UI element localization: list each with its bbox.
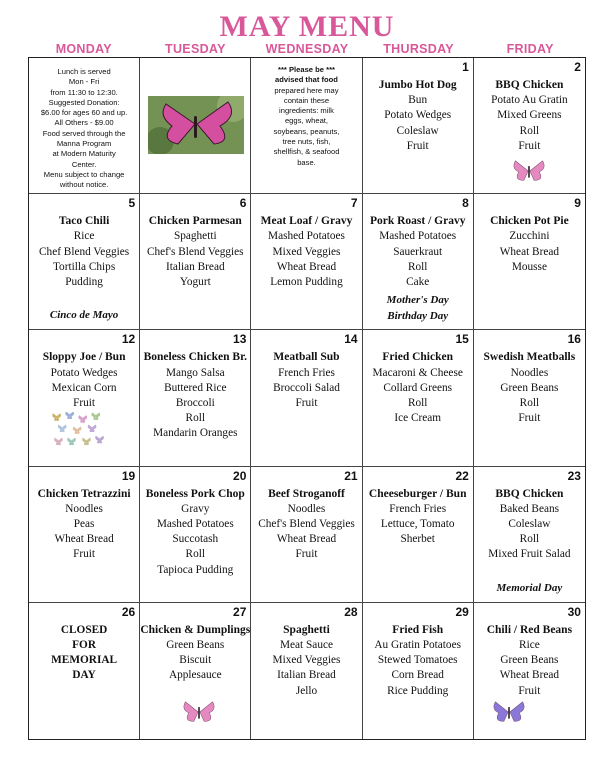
menu-item: Fruit <box>73 548 96 561</box>
allergy-cell <box>251 58 362 194</box>
menu-item: Au Gratin Potatoes <box>374 639 461 651</box>
entree: Cheeseburger / Bun <box>368 487 467 500</box>
menu-item: Green Beans <box>500 654 559 667</box>
day-cell-2 <box>474 58 585 194</box>
menu-item: Fruit <box>406 139 429 152</box>
menu-item: Gravy <box>181 502 210 515</box>
entree: Chicken Parmesan <box>148 215 242 228</box>
menu-item: Mashed Potatoes <box>268 230 345 243</box>
menu-item: Wheat Bread <box>499 245 560 258</box>
menu-item: Roll <box>185 412 206 425</box>
day-cell-27 <box>140 603 251 739</box>
menu-item: French Fries <box>389 502 447 515</box>
menu-items <box>474 58 585 154</box>
menu-item: Potato Wedges <box>50 366 118 379</box>
date-number: 6 <box>239 196 247 211</box>
day-cell-14 <box>251 330 362 466</box>
menu-item: Mandarin Oranges <box>153 427 238 440</box>
entree: Chicken Tetrazzini <box>37 487 131 500</box>
menu-item: Cake <box>406 276 430 288</box>
allergy-line: base. <box>297 157 316 167</box>
allergy-line: shellfish, & seafood <box>273 147 340 157</box>
date-number: 7 <box>350 196 358 211</box>
menu-items <box>140 330 250 441</box>
date-number: 14 <box>344 332 358 347</box>
menu-item: Green Beans <box>166 639 225 651</box>
day-cell-12 <box>29 330 140 466</box>
date-number: 9 <box>574 196 581 211</box>
menu-item: Italian Bread <box>277 669 336 682</box>
page-title: MAY MENU <box>219 10 395 43</box>
day-header-friday: FRIDAY <box>506 42 554 56</box>
info-line: from 11:30 to 12:30. <box>50 87 118 97</box>
menu-item: Broccoli <box>175 397 215 409</box>
date-number: 5 <box>128 196 136 211</box>
date-number: 15 <box>455 332 469 347</box>
menu-item: Green Beans <box>500 381 559 394</box>
menu-item: Chef Blend Veggies <box>39 245 130 258</box>
menu-item: Mashed Potatoes <box>379 230 457 243</box>
day-cell-19 <box>29 467 140 603</box>
butterfly-icon <box>182 699 216 730</box>
menu-item: Italian Bread <box>165 260 225 273</box>
special-day-note: Birthday Day <box>387 310 449 323</box>
menu-items <box>363 58 473 154</box>
day-cell-30 <box>474 603 585 739</box>
entree: BBQ Chicken <box>495 487 564 500</box>
entree: Boneless Chicken Br. <box>143 351 247 364</box>
entree: Meat Loaf / Gravy <box>260 215 353 228</box>
menu-item: Tapioca Pudding <box>157 563 234 576</box>
info-line: at Modern Maturity <box>52 149 116 159</box>
menu-item: Mango Salsa <box>165 366 225 379</box>
menu-item: Fruit <box>295 397 318 409</box>
special-day-note: Cinco de Mayo <box>49 309 119 322</box>
menu-item: Fruit <box>295 548 318 561</box>
date-number: 21 <box>344 468 358 483</box>
menu-item: Buttered Rice <box>164 381 227 394</box>
entree: Fried Chicken <box>382 351 453 364</box>
info-line: Suggested Donation: <box>48 97 120 107</box>
menu-item: Rice <box>519 639 540 651</box>
menu-items <box>251 194 361 290</box>
menu-item: Fruit <box>73 397 96 409</box>
allergy-note <box>251 58 361 168</box>
menu-item: Roll <box>185 548 206 561</box>
menu-item: Roll <box>519 397 540 409</box>
menu-item: Roll <box>519 124 540 137</box>
info-line: $6.00 for ages 60 and up. <box>40 108 128 118</box>
menu-item: Collard Greens <box>383 381 453 394</box>
menu-item: Potato Wedges <box>384 109 452 122</box>
photo-cell <box>140 58 251 194</box>
menu-item: Stewed Tomatoes <box>377 654 458 667</box>
menu-items <box>363 194 473 290</box>
allergy-line: contain these <box>283 95 330 105</box>
menu-item: Tortilla Chips <box>52 260 116 273</box>
menu-item: Biscuit <box>179 654 212 667</box>
menu-item: Roll <box>407 260 428 273</box>
info-line: Center. <box>71 159 97 169</box>
day-cell-15 <box>363 330 474 466</box>
menu-item: Corn Bread <box>391 669 444 682</box>
day-cell-29 <box>363 603 474 739</box>
day-cell-1 <box>363 58 474 194</box>
day-header-thursday: THURSDAY <box>383 42 454 56</box>
entree: Sloppy Joe / Bun <box>42 351 126 364</box>
menu-item: Mixed Veggies <box>272 654 341 667</box>
entree: Boneless Pork Chop <box>145 487 245 500</box>
menu-item: Fruit <box>518 139 541 152</box>
menu-item: Sauerkraut <box>393 245 443 258</box>
info-line: without notice. <box>59 180 109 190</box>
date-number: 12 <box>121 332 136 347</box>
menu-item: Noodles <box>510 366 549 379</box>
entree: Chicken Pot Pie <box>490 215 569 228</box>
allergy-line: ingredients: milk <box>279 106 334 116</box>
entree: Swedish Meatballs <box>483 351 576 364</box>
date-number: 13 <box>233 332 247 347</box>
butterfly-icon <box>492 699 526 730</box>
menu-item: Noodles <box>65 502 103 515</box>
menu-item: Mashed Potatoes <box>156 518 234 530</box>
calendar-grid <box>28 57 586 740</box>
menu-item: Mexican Corn <box>51 381 117 394</box>
menu-item: Roll <box>407 397 428 409</box>
menu-item: Rice <box>73 230 95 243</box>
closed-line: CLOSED <box>60 623 108 636</box>
day-cell-5 <box>29 194 140 330</box>
entree: Jumbo Hot Dog <box>378 79 457 91</box>
menu-item: Wheat Bread <box>54 533 114 546</box>
menu-item: Wheat Bread <box>276 533 337 546</box>
allergy-line: soybeans, peanuts, <box>273 126 340 136</box>
butterflies-icon <box>51 412 107 455</box>
menu-item: Lettuce, Tomato <box>380 518 455 530</box>
closed-line: DAY <box>72 669 96 682</box>
menu-items <box>474 194 585 275</box>
entree: Spaghetti <box>283 623 330 636</box>
menu-item: Succotash <box>172 533 219 546</box>
menu-item: Roll <box>519 533 540 546</box>
day-cell-20 <box>140 467 251 603</box>
date-number: 16 <box>567 332 581 347</box>
day-header-monday: MONDAY <box>55 42 112 56</box>
info-line: Mon - Fri <box>68 77 100 87</box>
menu-item: French Fries <box>278 366 335 379</box>
menu-item: Fruit <box>518 412 541 425</box>
entree: Beef Stroganoff <box>268 487 345 500</box>
day-cell-13 <box>140 330 251 466</box>
special-day-note: Memorial Day <box>496 581 563 594</box>
allergy-line: eggs, wheat, <box>284 116 329 126</box>
closed-line: FOR <box>72 639 97 651</box>
menu-item: Zucchini <box>509 230 550 243</box>
entree: Pork Roast / Gravy <box>369 215 466 228</box>
day-cell-16 <box>474 330 585 466</box>
menu-item: Ice Cream <box>394 412 442 425</box>
menu-item: Noodles <box>287 502 326 515</box>
menu-item: Pudding <box>65 276 103 288</box>
info-line: Food served through the <box>42 128 126 138</box>
info-line: Lunch is served <box>57 67 111 76</box>
menu-item: Coleslaw <box>396 124 439 137</box>
menu-item: Mousse <box>511 260 547 273</box>
menu-item: Baked Beans <box>499 502 560 515</box>
entree: Taco Chili <box>58 215 110 228</box>
day-cell-23 <box>474 467 585 603</box>
date-number: 20 <box>233 468 247 483</box>
date-number: 28 <box>344 604 358 619</box>
menu-items <box>29 194 139 290</box>
menu-item: Broccoli Salad <box>273 381 340 394</box>
info-line: Menu subject to change <box>43 169 125 179</box>
menu-item: Lemon Pudding <box>270 276 343 288</box>
menu-item: Fruit <box>518 684 541 697</box>
allergy-line: advised that food <box>275 75 338 85</box>
menu-items <box>140 467 250 578</box>
date-number: 1 <box>462 60 469 74</box>
menu-item: Applesauce <box>168 669 222 682</box>
butterfly-photo <box>148 96 244 154</box>
day-cell-8 <box>363 194 474 330</box>
menu-item: Chef's Blend Veggies <box>146 245 244 258</box>
entree: Chicken & Dumplings <box>140 623 251 636</box>
closed-line: MEMORIAL <box>51 654 118 667</box>
menu-item: Wheat Bread <box>276 260 337 273</box>
menu-item: Mixed Greens <box>497 109 562 122</box>
menu-item: Chef's Blend Veggies <box>258 518 355 530</box>
allergy-line: *** Please be *** <box>277 65 335 74</box>
info-line: All Others - $9.00 <box>54 118 114 128</box>
allergy-line: tree nuts, fish, <box>282 137 331 147</box>
menu-item: Macaroni & Cheese <box>372 366 463 379</box>
entree: Chili / Red Beans <box>486 623 573 636</box>
menu-item: Potato Au Gratin <box>491 94 568 107</box>
day-cell-9 <box>474 194 585 330</box>
menu-item: Mixed Fruit Salad <box>488 548 571 561</box>
entree: BBQ Chicken <box>495 79 564 91</box>
date-number: 22 <box>455 468 469 483</box>
menu-item: Mixed Veggies <box>272 245 341 258</box>
entree: Meatball Sub <box>273 351 340 364</box>
day-cell-6 <box>140 194 251 330</box>
date-number: 26 <box>121 604 136 619</box>
date-number: 29 <box>455 604 469 619</box>
day-cell-28 <box>251 603 362 739</box>
date-number: 23 <box>567 468 581 483</box>
service-info <box>29 58 139 191</box>
menu-item: Spaghetti <box>173 230 217 243</box>
butterfly-icon <box>512 158 546 189</box>
day-header-tuesday: TUESDAY <box>165 42 226 56</box>
day-header-wednesday: WEDNESDAY <box>265 42 349 56</box>
menu-items <box>140 194 250 290</box>
date-number: 30 <box>567 604 581 619</box>
menu-item: Wheat Bread <box>499 669 560 682</box>
day-cell-22 <box>363 467 474 603</box>
info-cell <box>29 58 140 194</box>
menu-item: Coleslaw <box>508 518 551 530</box>
menu-item: Yogurt <box>179 276 211 288</box>
special-day-note: Mother's Day <box>386 294 449 307</box>
info-line: Manna Program <box>56 139 112 149</box>
menu-item: Rice Pudding <box>387 684 449 697</box>
day-cell-26 <box>29 603 140 739</box>
date-number: 8 <box>462 196 469 211</box>
menu-item: Jello <box>295 684 318 697</box>
entree: Fried Fish <box>392 623 444 636</box>
menu-item: Bun <box>408 94 428 107</box>
menu-item: Peas <box>73 518 95 530</box>
allergy-line: prepared here may <box>274 85 339 95</box>
weekday-header <box>28 42 586 56</box>
menu-item: Meat Sauce <box>279 639 333 651</box>
date-number: 27 <box>233 604 247 619</box>
day-cell-7 <box>251 194 362 330</box>
menu-item: Sherbet <box>400 533 435 546</box>
date-number: 2 <box>574 60 581 74</box>
date-number: 19 <box>121 468 136 483</box>
day-cell-21 <box>251 467 362 603</box>
